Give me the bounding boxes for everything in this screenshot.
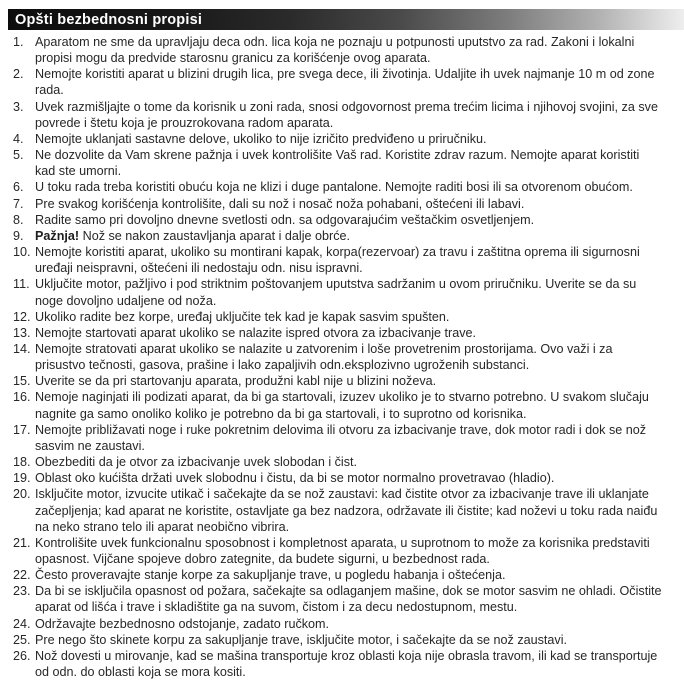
list-item	[8, 212, 684, 228]
item-number: 24.	[13, 616, 31, 631]
item-number: 26.	[13, 648, 31, 663]
item-number: 13.	[13, 325, 31, 340]
item-text: Pre nego što skinete korpu za sakupljanje trave, isključite motor, i sačekajte da se nož zaustavi.	[35, 632, 568, 647]
item-number: 7.	[13, 196, 24, 211]
item-text: U toku rada treba koristiti obuću koja ne klizi i duge pantalone. Nemojte raditi bosi ili sa otvorenom obućom.	[35, 180, 633, 195]
item-number: 20.	[13, 487, 31, 502]
item-number: 17.	[13, 422, 31, 437]
item-number: 21.	[13, 535, 31, 550]
item-text: Često proveravajte stanje korpe za sakupljanje trave, u pogledu habanja i oštećenja.	[35, 568, 506, 583]
item-number: 1.	[13, 35, 24, 49]
list-item	[8, 583, 684, 615]
item-text: Pre svakog korišćenja kontrolišite, dali su nož i nosač noža pohabani, oštećeni ili labavi.	[35, 196, 525, 211]
item-text: Uključite motor, pažljivo i pod striktnim poštovanjem uputstva sadržanim u ovom priručniku. Uverite se da su noge dovoljno udaljene od noža.	[35, 277, 637, 308]
list-item	[8, 66, 684, 98]
list-item	[8, 454, 684, 470]
list-item	[8, 99, 684, 131]
item-number: 19.	[13, 471, 31, 486]
item-text: Ukoliko radite bez korpe, uređaj uključite tek kad je kapak sasvim spušten.	[35, 309, 450, 324]
item-number: 6.	[13, 180, 24, 195]
list-item	[8, 470, 684, 486]
list-item	[8, 309, 684, 325]
list-item	[8, 276, 684, 308]
list-item	[8, 373, 684, 389]
list-item	[8, 147, 684, 179]
item-text: Aparatom ne sme da upravljaju deca odn. lica koja ne poznaju u potpunosti uputstvo za rad. Zakoni i lokalni propisi mogu da predvide starosnu granicu za korišćenje ovog aparata.	[35, 35, 635, 66]
list-item	[8, 196, 684, 212]
list-item	[8, 179, 684, 195]
item-number: 8.	[13, 212, 24, 227]
item-number: 23.	[13, 584, 31, 599]
item-text: Nemojte stratovati aparat ukoliko se nalazite u zatvorenim i loše provetrenim prostorijama. Ovo važi i za prisustvo tečnosti, gasova, prašine i lako zapaljivih odn.eksplozivno ugroženih substanci.	[35, 341, 613, 373]
list-item	[8, 34, 684, 66]
item-number: 11.	[13, 277, 30, 292]
section-title-bar	[8, 9, 684, 30]
list-item	[8, 567, 684, 583]
safety-list	[8, 34, 684, 680]
item-text: Nemojte startovati aparat ukoliko se nalazite ispred otvora za izbacivanje trave.	[35, 325, 477, 340]
item-text: Obezbediti da je otvor za izbacivanje uvek slobodan i čist.	[35, 455, 358, 470]
list-item	[8, 632, 684, 648]
section-title: Opšti bezbednosni propisi	[15, 11, 203, 28]
item-text: Kontrolišite uvek funkcionalnu sposobnost i kompletnost aparata, u suprotnom to može za korisnika predstaviti opasnost. Vijčane spojeve dobro zategnite, da budete sigurni, u bezbednost rada.	[35, 535, 650, 566]
list-item	[8, 131, 684, 147]
item-text: Da bi se isključila opasnost od požara, sačekajte sa odlaganjem mašine, dok se motor sasvim ne ohladi. Očistite aparat od lišća i trave i skladištite ga na suvom, čistom i za decu nedostupnom, mestu.	[35, 584, 662, 615]
list-item	[8, 486, 684, 534]
list-item	[8, 325, 684, 341]
item-text: Nemojte koristiti aparat, ukoliko su montirani kapak, korpa(rezervoar) za travu i zaštitna oprema ili sigurnosni uređaji neispravni, oštećeni ili nedostaju odn. nisu ispravni.	[35, 245, 640, 276]
item-number: 12.	[13, 309, 31, 324]
item-text: Nemojte uklanjati sastavne delove, ukoliko to nije izričito predviđeno u priručniku.	[35, 131, 487, 146]
item-text: Uverite se da pri startovanju aparata, produžni kabl nije u blizini noževa.	[35, 374, 437, 389]
item-text: Oblast oko kućišta držati uvek slobodnu i čistu, da bi se motor normalno provetravao (hladio).	[35, 471, 555, 486]
item-text: Nož dovesti u mirovanje, kad se mašina transportuje kroz oblasti koja nije obrasla travom, ili kad se transportuje od odn. do oblasti koja se mora kositi.	[35, 648, 658, 680]
item-number: 4.	[13, 131, 24, 146]
item-number: 15.	[13, 374, 31, 389]
item-number: 16.	[13, 390, 31, 405]
item-number: 25.	[13, 632, 31, 647]
item-number: 9.	[13, 228, 24, 243]
item-number: 22.	[13, 568, 31, 583]
list-item	[8, 389, 684, 421]
item-text: Nemoje naginjati ili podizati aparat, da bi ga startovali, izuzev ukoliko je to stvarno potrebno. U svakom slučaju nagnite ga samo onoliko koliko je potrebno da bi ga startovali, i to suprotno od korisnika.	[35, 390, 649, 421]
item-text: Nemojte približavati noge i ruke pokretnim delovima ili otvoru za izbacivanje trave, dok motor radi i dok se nož sasvim ne zaustavi.	[35, 422, 647, 453]
item-number: 3.	[13, 99, 24, 114]
list-item	[8, 616, 684, 632]
item-number: 14.	[13, 341, 31, 356]
item-number: 10.	[13, 245, 31, 260]
item-number: 5.	[13, 148, 24, 163]
item-text: Ne dozvolite da Vam skrene pažnja i uvek kontrolišite Vaš rad. Koristite zdrav razum. Nemojte aparat koristiti kad ste umorni.	[35, 148, 640, 179]
item-bold-prefix: Pažnja!	[35, 228, 80, 243]
item-text: Radite samo pri dovoljno dnevne svetlosti odn. sa odgovarajućim veštačkim osvetljenjem.	[35, 212, 535, 227]
list-item	[8, 244, 684, 276]
item-text: Isključite motor, izvucite utikač i sačekajte da se nož zaustavi: kad čistite otvor za izbacivanje trave ili uklanjate začepljenja; kad aparat ne koristite, ostavljate ga bez nadzora, održavate ili čistite; kad noževi u toku rada naiđu na neko strano telo ili aparat neobično vibrira.	[35, 487, 658, 534]
item-text: Održavajte bezbednosno odstojanje, zadato ručkom.	[35, 616, 330, 631]
list-item	[8, 228, 684, 244]
item-text: Uvek razmišljajte o tome da korisnik u zoni rada, snosi odgovornost prema trećim licima i njihovoj svojini, za sve povrede i štetu koja je prouzrokovana radom aparata.	[35, 99, 658, 130]
item-text: Pažnja! Nož se nakon zaustavljanja aparat i dalje obrće.	[35, 228, 351, 243]
list-item	[8, 341, 684, 373]
list-item	[8, 535, 684, 567]
item-text: Nemojte koristiti aparat u blizini drugih lica, pre svega dece, ili životinja. Udaljite ih uvek najmanje 10 m od zone rada.	[35, 67, 655, 98]
list-item	[8, 422, 684, 454]
list-item	[8, 648, 684, 680]
item-number: 18.	[13, 455, 31, 470]
item-number: 2.	[13, 67, 24, 82]
